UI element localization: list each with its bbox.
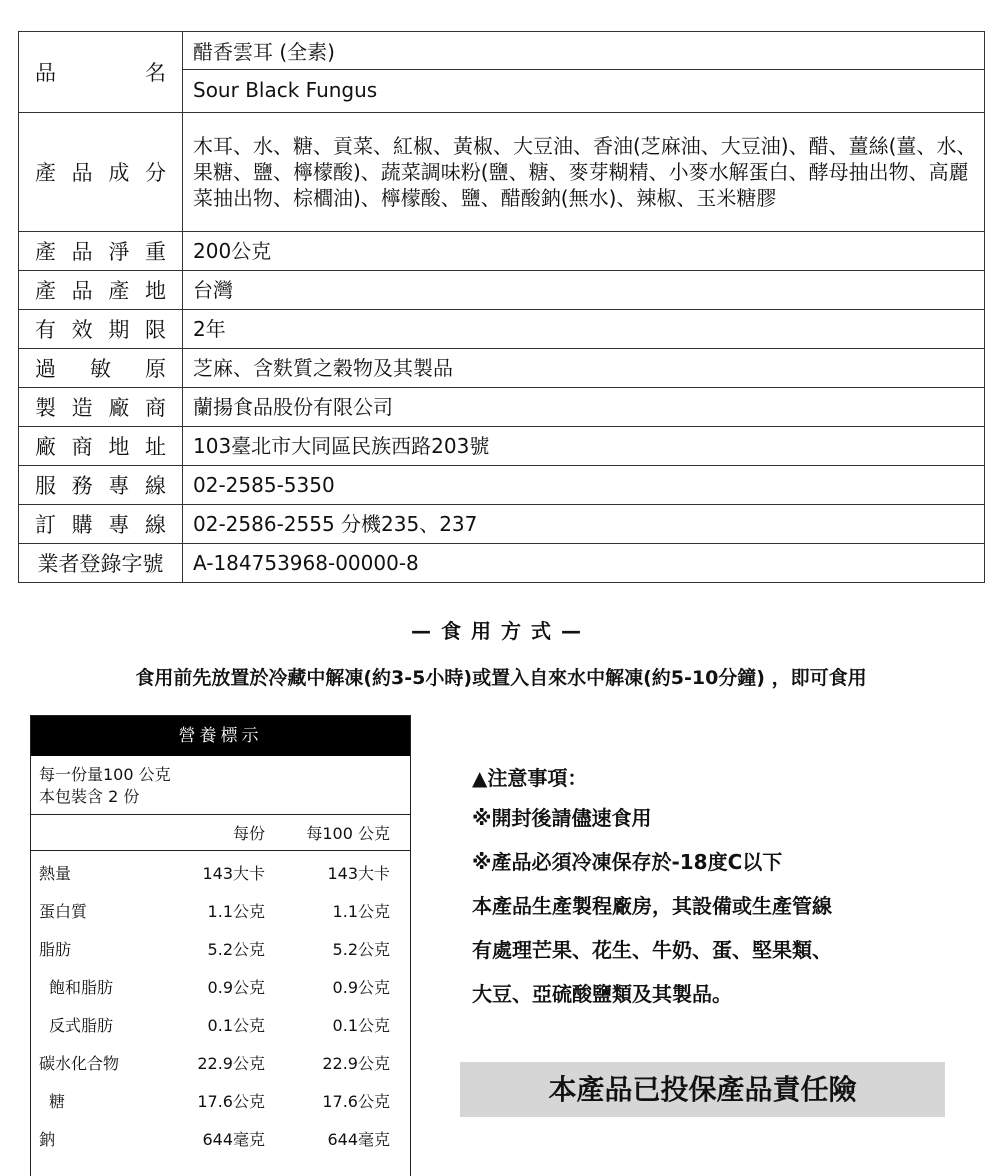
nutrient-per-100g: 0.1公克 [332, 1015, 390, 1035]
nutrition-row [31, 929, 410, 967]
label-char: 訂 [35, 513, 56, 537]
serving-size: 每一份量100 公克 [39, 765, 171, 784]
info-row [19, 466, 985, 505]
label-char: 原 [145, 357, 166, 381]
nutrient-name: 蛋白質 [39, 901, 88, 921]
label-char: 產 [35, 161, 56, 185]
col-per-serving: 每份 [232, 824, 265, 843]
info-row-label [19, 466, 183, 505]
ingredients-value: 木耳、水、糖、貢菜、紅椒、黃椒、大豆油、香油(芝麻油、大豆油)、醋、薑絲(薑、水、果糖、鹽、檸檬酸)、蔬菜調味粉(鹽、糖、麥芽糊精、小麥水解蛋白、酵母抽出物、高麗菜抽出物、棕櫚油)、檸檬酸、鹽、醋酸鈉(無水)、辣椒、玉米糖膠 [183, 113, 985, 232]
insurance-banner: 本產品已投保產品責任險 [460, 1062, 945, 1117]
nutrition-row [31, 853, 410, 891]
info-row-label [19, 505, 183, 544]
nutrient-per-100g: 17.6公克 [322, 1091, 390, 1111]
info-row-value: A-184753968-00000-8 [183, 544, 985, 583]
info-row-value: 芝麻、含麩質之穀物及其製品 [183, 349, 985, 388]
info-row-value: 台灣 [183, 271, 985, 310]
label-char: 產 [35, 279, 56, 303]
nutrient-per-100g: 1.1公克 [332, 901, 390, 921]
label-char: 服 [35, 474, 56, 498]
nutrient-name: 糖 [49, 1091, 66, 1111]
label-char: 敏 [90, 357, 111, 381]
nutrient-name: 飽和脂肪 [49, 977, 114, 997]
nutrition-column-headers [31, 815, 410, 851]
label-char: 產 [108, 279, 130, 303]
info-row-label [19, 388, 183, 427]
label-char: 有 [35, 318, 56, 342]
label-char: 專 [108, 513, 130, 537]
nutrient-per-serving: 143大卡 [202, 863, 265, 883]
info-row-label [19, 349, 183, 388]
servings-per-package: 本包裝含 2 份 [39, 787, 140, 806]
label-char: 產 [35, 240, 56, 264]
info-row-value: 02-2586-2555 分機235、237 [183, 505, 985, 544]
label-char: 製 [35, 396, 56, 420]
label-char: 地 [144, 279, 166, 303]
product-info-table [18, 31, 985, 583]
nutrition-title: 營養標示 [31, 716, 410, 756]
nutrient-per-100g: 644毫克 [327, 1129, 390, 1149]
nutrient-per-100g: 0.9公克 [332, 977, 390, 997]
nutrient-per-serving: 0.1公克 [207, 1015, 265, 1035]
label-char: 過 [35, 357, 56, 381]
label-char: 效 [71, 318, 93, 342]
label-char: 商 [71, 435, 93, 459]
nutrient-name: 反式脂肪 [49, 1015, 114, 1035]
label-char: 品 [71, 161, 93, 185]
nutrient-name: 鈉 [39, 1129, 56, 1149]
label-char: 淨 [108, 240, 130, 264]
nutrition-row [31, 1119, 410, 1157]
nutrient-per-serving: 22.9公克 [197, 1053, 265, 1073]
label-char: 商 [144, 396, 166, 420]
label-char: 線 [144, 513, 166, 537]
product-name-cell [183, 32, 985, 113]
note-line: ※產品必須冷凍保存於-18度C以下 [472, 850, 783, 874]
info-row-value: 02-2585-5350 [183, 466, 985, 505]
nutrient-per-100g: 5.2公克 [332, 939, 390, 959]
info-row-value: 2年 [183, 310, 985, 349]
info-row [19, 310, 985, 349]
info-row-value: 103臺北市大同區民族西路203號 [183, 427, 985, 466]
label-char: 重 [144, 240, 166, 264]
nutrient-per-100g: 22.9公克 [322, 1053, 390, 1073]
nutrient-name: 脂肪 [39, 939, 72, 959]
label-char: 址 [144, 435, 166, 459]
label-char: 地 [108, 435, 130, 459]
label-char: 廠 [35, 435, 56, 459]
label-char: 線 [144, 474, 166, 498]
label-char: 分 [144, 161, 166, 185]
notes-heading: ▲注意事項： [472, 766, 588, 790]
info-row [19, 427, 985, 466]
nutrient-per-100g: 143大卡 [327, 863, 390, 883]
label-char: 品 [71, 240, 93, 264]
product-name-cn: 醋香雲耳 (全素) [183, 35, 984, 70]
nutrition-row [31, 1043, 410, 1081]
info-row [19, 505, 985, 544]
info-row-value: 蘭揚食品股份有限公司 [183, 388, 985, 427]
info-row [19, 271, 985, 310]
info-row-value: 200公克 [183, 232, 985, 271]
nutrition-row [31, 891, 410, 929]
nutrient-per-serving: 0.9公克 [207, 977, 265, 997]
info-row-label: 業者登錄字號 [19, 544, 183, 583]
label-char: 廠 [108, 396, 130, 420]
label-char: 造 [71, 396, 93, 420]
label-char: 務 [71, 474, 93, 498]
info-row-label [19, 427, 183, 466]
note-line: 本產品生產製程廠房，其設備或生產管線 [472, 894, 832, 918]
info-row-label [19, 232, 183, 271]
info-row [19, 388, 985, 427]
nutrition-row [31, 967, 410, 1005]
label-char: 品 [35, 61, 56, 85]
info-row [19, 232, 985, 271]
label-char: 名 [145, 61, 166, 85]
usage-title: —食用方式— [411, 619, 591, 643]
nutrition-facts-panel [30, 715, 411, 1176]
nutrient-per-serving: 5.2公克 [207, 939, 265, 959]
nutrient-name: 熱量 [39, 863, 72, 883]
label-char: 期 [108, 318, 130, 342]
nutrition-row [31, 1081, 410, 1119]
nutrient-per-serving: 644毫克 [202, 1129, 265, 1149]
nutrient-per-serving: 1.1公克 [207, 901, 265, 921]
note-line: ※開封後請儘速食用 [472, 806, 652, 830]
info-row [19, 349, 985, 388]
label-char: 成 [108, 161, 130, 185]
usage-instructions: 食用前先放置於冷藏中解凍(約3-5小時)或置入自來水中解凍(約5-10分鐘) ，即可食用 [135, 667, 867, 689]
nutrient-per-serving: 17.6公克 [197, 1091, 265, 1111]
label-char: 專 [108, 474, 130, 498]
info-row-label [19, 271, 183, 310]
product-name-en: Sour Black Fungus [193, 77, 378, 102]
serving-info [31, 756, 410, 815]
label-char: 購 [71, 513, 93, 537]
note-line: 有處理芒果、花生、牛奶、蛋、堅果類、 [472, 938, 832, 962]
info-row-label [19, 310, 183, 349]
nutrient-name: 碳水化合物 [39, 1053, 120, 1073]
info-row [19, 544, 985, 583]
note-line: 大豆、亞硫酸鹽類及其製品。 [472, 982, 732, 1006]
label-product-name [19, 32, 183, 113]
col-per-100g: 每100 公克 [306, 824, 390, 843]
caution-notes [472, 756, 972, 1006]
label-ingredients [19, 113, 183, 232]
label-char: 限 [144, 318, 166, 342]
label-char: 品 [71, 279, 93, 303]
nutrition-row [31, 1005, 410, 1043]
